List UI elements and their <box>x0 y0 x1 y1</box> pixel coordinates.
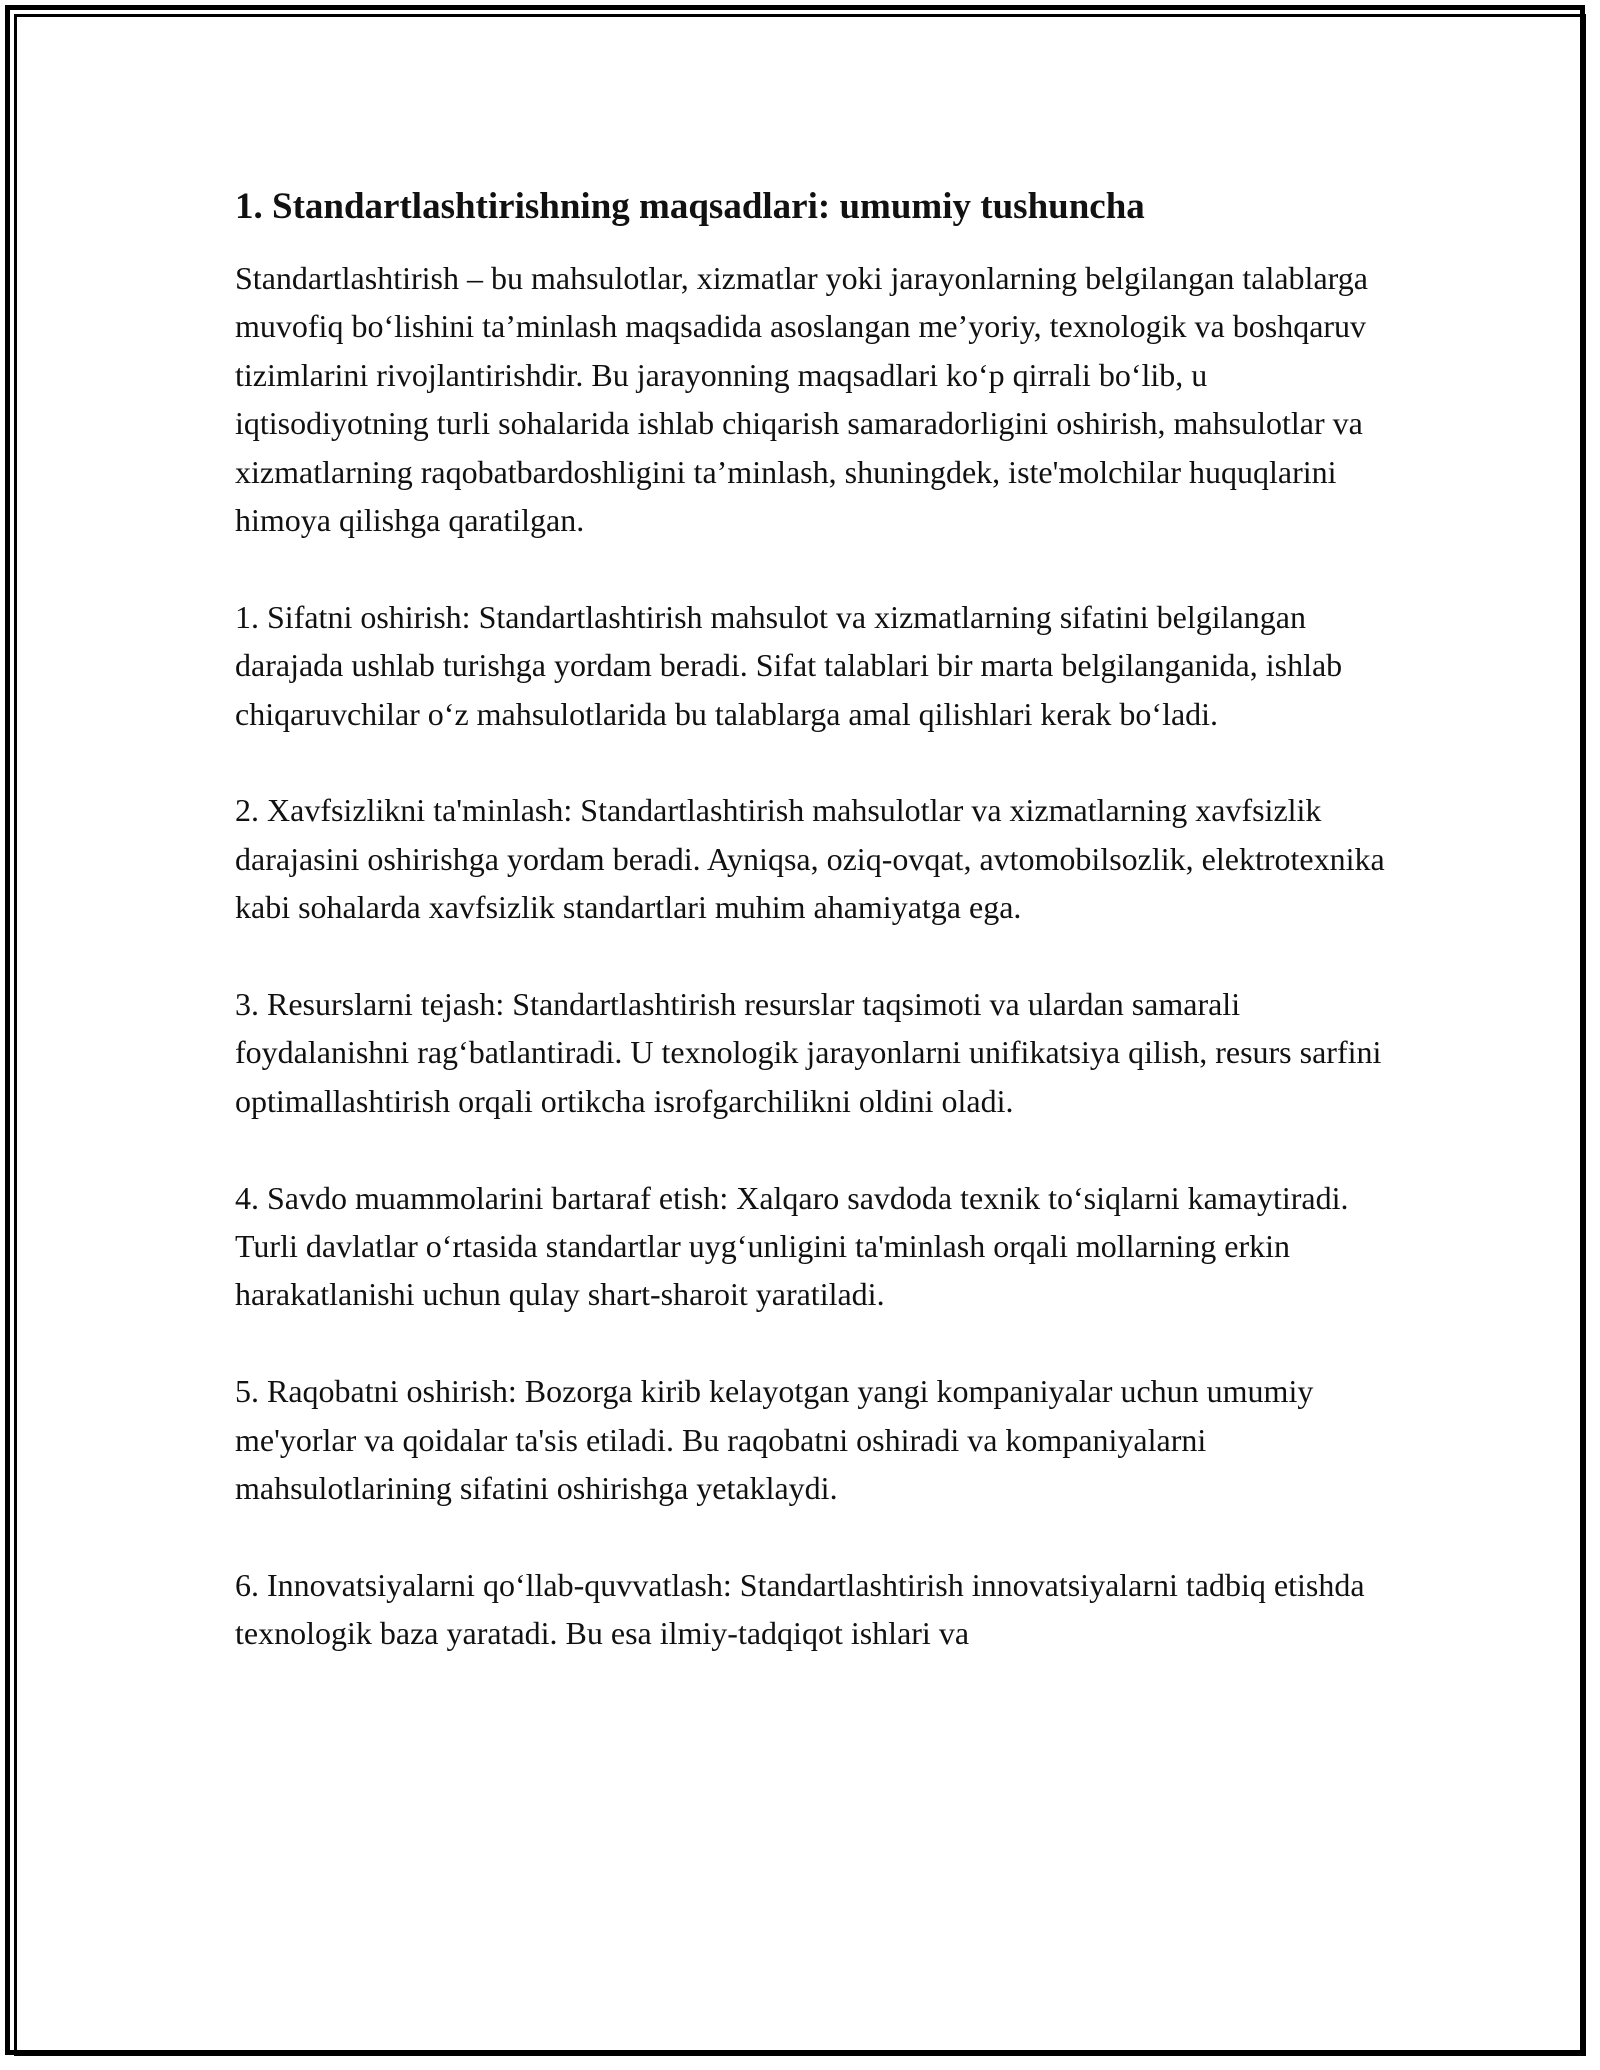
goal-resources-paragraph: 3. Resurslarni tejash: Standartlashtirish resurslar taqsimoti va ulardan samarali foydalanishni rag‘batlantiradi. U texnologik jarayonlarni unifikatsiya qilish, resurs sarfini optimallashtirish orqali ortikcha isrofgarchilikni oldini oladi. <box>235 986 1382 1119</box>
document-body <box>235 185 1385 1706</box>
goal-quality-paragraph: 1. Sifatni oshirish: Standartlashtirish mahsulot va xizmatlarning sifatini belgilangan darajada ushlab turishga yordam beradi. Sifat talablari bir marta belgilanganida, ishlab chiqaruvchilar o‘z mahsulotlarida bu talablarga amal qilishlari kerak bo‘ladi. <box>235 598 1343 732</box>
goal-competition-paragraph: 5. Raqobatni oshirish: Bozorga kirib kelayotgan yangi kompaniyalar uchun umumiy me'yorlar va qoidalar ta'sis etiladi. Bu raqobatni oshiradi va kompaniyalarni mahsulotlarining sifatini oshirishga yetaklaydi. <box>235 1373 1314 1507</box>
goal-trade-paragraph: 4. Savdo muammolarini bartaraf etish: Xalqaro savdoda texnik to‘siqlarni kamaytiradi. Turli davlatlar o‘rtasida standartlar uyg‘unligini ta'minlash orqali mollarning erkin harakatlanishi uchun qulay shart-sharoit yaratiladi. <box>235 1179 1349 1313</box>
section-heading: 1. Standartlashtirishning maqsadlari: umumiy tushuncha <box>235 186 1145 227</box>
intro-paragraph: Standartlashtirish – bu mahsulotlar, xizmatlar yoki jarayonlarning belgilangan talablarga muvofiq bo‘lishini ta’minlash maqsadida asoslangan me’yoriy, texnologik va boshqaruv tizimlarini rivojlantirishdir. Bu jarayonning maqsadlari ko‘p qirrali bo‘lib, u iqtisodiyotning turli sohalarida ishlab chiqarish samaradorligini oshirish, mahsulotlar va xizmatlarning raqobatbardoshligini ta’minlash, shuningdek, iste'molchilar huquqlarini himoya qilishga qaratilgan. <box>235 260 1368 539</box>
goal-innovation-paragraph: 6. Innovatsiyalarni qo‘llab-quvvatlash: Standartlashtirish innovatsiyalarni tadbiq etishda texnologik baza yaratadi. Bu esa ilmiy-tadqiqot ishlari va <box>235 1566 1365 1652</box>
goal-safety-paragraph: 2. Xavfsizlikni ta'minlash: Standartlashtirish mahsulotlar va xizmatlarning xavfsizlik darajasini oshirishga yordam beradi. Ayniqsa, oziq-ovqat, avtomobilsozlik, elektrotexnika kabi sohalarda xavfsizlik standartlari muhim ahamiyatga ega. <box>235 792 1385 926</box>
